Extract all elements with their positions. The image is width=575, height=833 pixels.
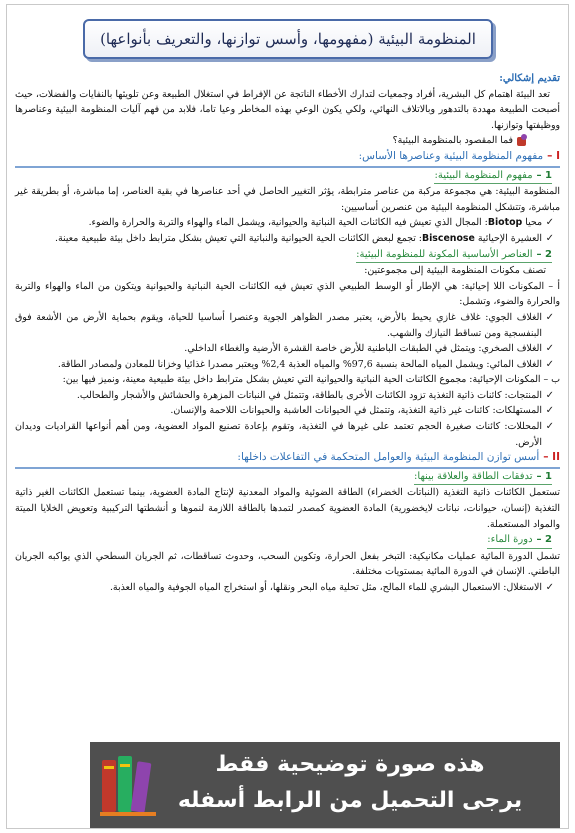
- section-2-number: II –: [543, 451, 560, 464]
- section-2-heading: [15, 450, 560, 469]
- books-icon: [98, 752, 160, 818]
- biotop-term: Biotop: [487, 217, 523, 229]
- title-box: [83, 19, 493, 59]
- document-page: [6, 4, 569, 829]
- energy-paragraph: تستعمل الكائنات ذاتية التغذية (النباتات الخضراء) الطاقة الضوئية والمواد المعدنية لإنتاج المادة العضوية، بينما تستعمل الكائنات الغير ذاتية التغذية (إنسان، حيوانات، نباتات لايخضورية) المادة العضوية كمصدر لتمدها بالطاقة اللازمة لنموها و أنشطتها التركيبية وتعويض الخلايا الميتة والمواد المستعملة.: [15, 487, 560, 530]
- lithosphere-item: ✓ الغلاف الصخري: ويتمثل في الطبقات الباطنية للأرض خاصة القشرة الأرضية والغطاء الداخلي.: [15, 341, 560, 357]
- section-1-heading: [15, 149, 560, 168]
- biscenose-text: : تجمع لبعض الكائنات الحية الحيوانية والنباتية التي تعيش بشكل مترابط داخل بيئة طبيعية معينة.: [55, 232, 422, 244]
- subsection-2-1-title: تدفقات الطاقة والعلاقة بينها:: [414, 470, 533, 482]
- biotic-paragraph: ب – المكونات الإحيائية: مجموع الكائنات الحية النباتية والحيوانية التي تعيش بشكل مترابط داخل بيئة طبيعية معينة، ونميز فيها بين:: [62, 374, 560, 386]
- subsection-2-2-number: 2 –: [536, 534, 552, 546]
- biotop-prefix: محيا: [525, 217, 542, 229]
- hydrosphere-item: ✓ الغلاف المائي: ويشمل المياه المالحة بنسبة 97,6% والمياه العذبة 2,4% ويعتبر مصدرا غذائيا وخزانا للمعادن ولمصادر الطاقة.: [15, 357, 560, 373]
- consumers-item: ✓ المستهلكات: كائنات غير ذاتية التغذية، وتتمثل في الحيوانات العاشبة والحيوانات اللاحمة والإنسان.: [15, 403, 560, 419]
- watermark-line-2: يرجى التحميل من الرابط أسفله: [177, 788, 523, 813]
- subsection-1-2-title: العناصر الأساسية المكونة للمنظومة البيئية:: [356, 248, 533, 260]
- watermark-line-1: هذه صورة توضيحية فقط: [215, 752, 485, 777]
- biscenose-item: [15, 231, 560, 247]
- producers-item: ✓ المنتجات: كائنات ذاتية التغذية تزود الكائنات الأخرى بالطاقة، وتتمثل في النباتات المزهرة والحشائش والأشجار والطحالب.: [15, 388, 560, 404]
- puzzle-icon: [517, 137, 526, 146]
- subsection-1-1-heading: [15, 168, 560, 185]
- atmosphere-item: ✓ الغلاف الجوي: غلاف غازي يحيط بالأرض، يعتبر مصدر الظواهر الجوية وعنصرا أساسيا للحياة، ويقوم بحماية الأرض من الأشعة فوق البنفسجية ومن تساقط النيازك والشهب.: [15, 310, 560, 341]
- intro-paragraph: تعد البيئة اهتمام كل البشرية، أفراد وجمعيات لتدارك الأخطاء الناتجة عن الإفراط في استغلال الطبيعة وعن تلويثها بالنفايات والفضلات، حيث أصبحت الطبيعة مهددة بالتدهور وبالاتلاف النهائي، ولكي يكون الوعي بهذه المخاطر وعيا تاما، فلابد من فهم آليات المنظومة البيئية وعناصرها ووظيفتها وتوازنها.: [15, 88, 560, 131]
- subsection-1-2-number: 2 –: [536, 248, 552, 260]
- section-2-title: أسس توازن المنظومة البيئية والعوامل المتحكمة في التفاعلات داخلها:: [237, 451, 540, 464]
- exploit-item: ✓ الاستغلال: الاستعمال البشري للماء المالح، مثل تحلية مياه البحر ونقلها، أو استخراج المياه الجوفية والمياه العذبة.: [15, 580, 560, 596]
- section-1-title: مفهوم المنظومة البيئية وعناصرها الأساس:: [358, 149, 544, 162]
- biotop-item: [15, 215, 560, 231]
- subsection-2-2-heading: [15, 532, 560, 549]
- subsection-1-1-number: 1 –: [536, 169, 552, 181]
- question-text: فما المقصود بالمنظومة البيئية؟: [392, 135, 513, 147]
- biscenose-term: Biscenose: [421, 232, 475, 244]
- subsection-1-1-title: مفهوم المنظومة البيئية:: [434, 169, 533, 181]
- biscenose-prefix: العشيرة الإحيائية: [477, 232, 542, 244]
- subsection-2-2-title: دورة الماء:: [487, 534, 533, 546]
- section-1-number: I –: [547, 149, 560, 162]
- subsection-2-1-number: 1 –: [536, 470, 552, 482]
- definition-paragraph: المنظومة البيئية: هي مجموعة مركبة من عناصر مترابطة، يؤثر التغيير الحاصل في أحد عناصرها في بقية العناصر، إما مباشرة، أو بطريقة غير مباشرة، وتتشكل المنظومة البيئية من عنصرين أساسيين:: [15, 186, 560, 213]
- subsection-1-2-heading: [15, 247, 560, 264]
- decomposers-item: ✓ المحللات: كائنات صغيرة الحجم تعتمد على غيرها في التغذية، وتقوم بإعادة تصنيع المواد العضوية، ومن أهم أنواعها القراديات وديدان الأرض.: [15, 419, 560, 450]
- components-intro: تصنف مكونات المنظومة البيئية إلى مجموعتين:: [364, 265, 546, 277]
- subsection-2-1-heading: [15, 469, 560, 486]
- water-paragraph: تشمل الدورة المائية عمليات مكانيكية: التبخر بفعل الحرارة، وتكوين السحب، وحدوث تساقطات، ثم الجريان السطحي الذي يواكبه الجريان الباطني. الإنسان في الدورة المائية بمستويات مختلفة.: [15, 550, 560, 578]
- document-body: [15, 71, 560, 596]
- preview-watermark: [90, 742, 560, 828]
- biotop-text: : المجال الذي تعيش فيه الكائنات الحية النباتية والحيوانية، ويشمل الماء والهواء والتربة والحرارة والضوء.: [88, 217, 488, 229]
- question-line: [15, 133, 560, 149]
- problem-heading: تقديم إشكالي:: [499, 73, 560, 84]
- page-title: المنظومة البيئية (مفهومها، وأسس توازنها، والتعريف بأنواعها): [100, 30, 476, 48]
- abiotic-paragraph: أ – المكونات اللا إحيائية: هي الإطار أو الوسط الطبيعي الذي تعيش فيه الكائنات الحية النباتية والحيوانية ويتكون من الماء والهواء والتربة والحرارة والضوء، وتشمل:: [15, 280, 560, 308]
